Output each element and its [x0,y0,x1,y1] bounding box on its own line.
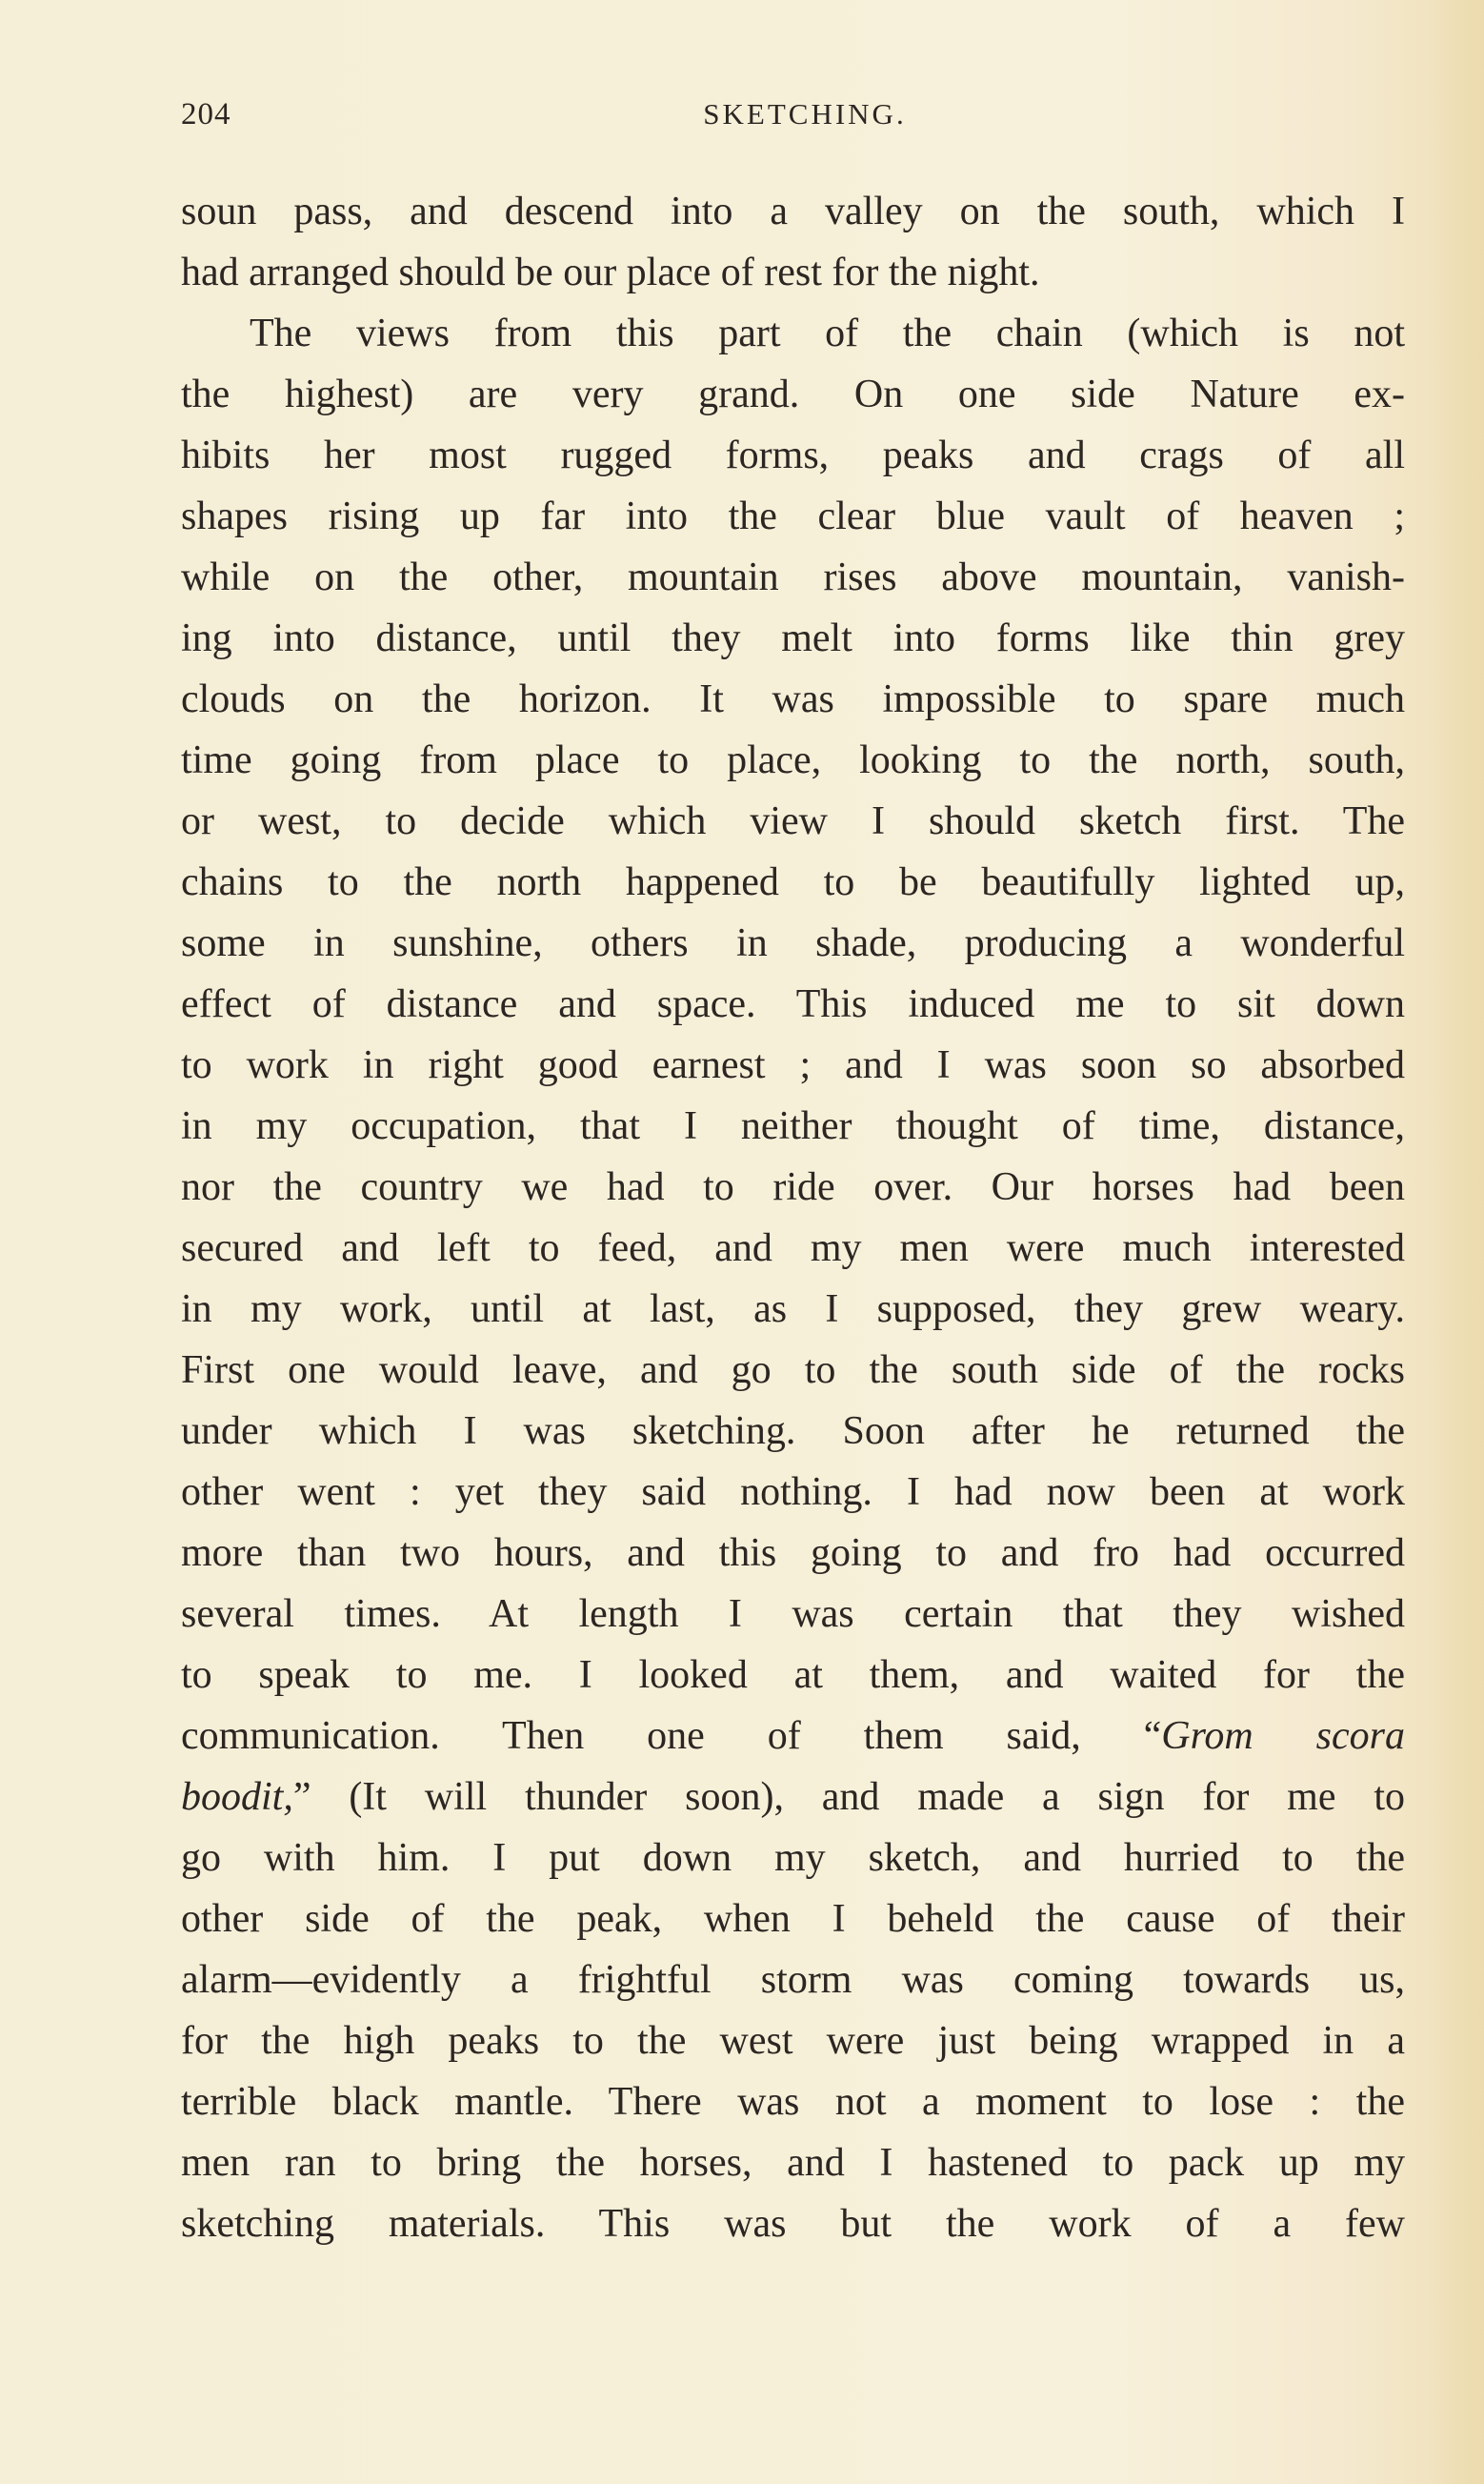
text-line: go with him. I put down my sketch, and hurried to the [181,1836,1405,1880]
text-line: time going from place to place, looking to the north, south, [181,738,1405,782]
text-line: effect of distance and space. This induced me to sit down [181,982,1405,1026]
text-line: chains to the north happened to be beautifully lighted up, [181,860,1405,904]
text-line: secured and left to feed, and my men were much interested [181,1226,1405,1270]
text-line: terrible black mantle. There was not a moment to lose : the [181,2080,1405,2124]
text-line: First one would leave, and go to the south side of the rocks [181,1348,1405,1392]
text-line: shapes rising up far into the clear blue vault of heaven ; [181,495,1405,538]
text-run: ” (It will thunder soon), and made a sign for me to [292,1775,1405,1819]
text-line: more than two hours, and this going to and fro had occurred [181,1531,1405,1575]
text-line-with-quote [181,1767,1405,1828]
text-line: to work in right good earnest ; and I was soon so absorbed [181,1043,1405,1087]
text-line: had arranged should be our place of rest for the night. [181,251,1040,294]
text-line: nor the country we had to ride over. Our horses had been [181,1165,1405,1209]
text-line: men ran to bring the horses, and I hastened to pack up my [181,2141,1405,2185]
text-run: communication. Then one of them said, “ [181,1714,1162,1758]
text-line: alarm—evidently a frightful storm was coming towards us, [181,1958,1405,2002]
text-line: clouds on the horizon. It was impossible to spare much [181,677,1405,721]
running-title: SKETCHING. [703,97,907,131]
paragraph-start-line: The views from this part of the chain (which is not [250,312,1405,355]
text-line: soun pass, and descend into a valley on the south, which I [181,190,1405,233]
text-line: some in sunshine, others in shade, producing a wonderful [181,921,1405,965]
text-line: or west, to decide which view I should sketch first. The [181,799,1405,843]
page-number: 204 [181,97,231,131]
page-edge-shading [1427,0,1484,2484]
text-line: several times. At length I was certain that they wished [181,1592,1405,1636]
running-head [181,97,1400,145]
text-line-with-quote [181,1706,1405,1767]
italic-quote-text: boodit, [181,1775,293,1819]
text-line: other went : yet they said nothing. I had now been at work [181,1470,1405,1514]
text-line: in my occupation, that I neither thought of time, distance, [181,1104,1405,1148]
text-line: under which I was sketching. Soon after he returned the [181,1409,1405,1453]
text-line: while on the other, mountain rises above mountain, vanish- [181,555,1405,599]
text-line: sketching materials. This was but the work of a few [181,2202,1405,2246]
text-line: the highest) are very grand. On one side Nature ex- [181,373,1405,416]
text-line: in my work, until at last, as I supposed, they grew weary. [181,1287,1405,1331]
text-line: for the high peaks to the west were just being wrapped in a [181,2019,1405,2063]
text-line: hibits her most rugged forms, peaks and crags of all [181,434,1405,477]
italic-quote-text: Grom scora [1161,1714,1405,1758]
text-line: ing into distance, until they melt into forms like thin grey [181,616,1405,660]
body-text [181,181,1405,2254]
text-line: to speak to me. I looked at them, and waited for the [181,1653,1405,1697]
text-line: other side of the peak, when I beheld the cause of their [181,1897,1405,1941]
